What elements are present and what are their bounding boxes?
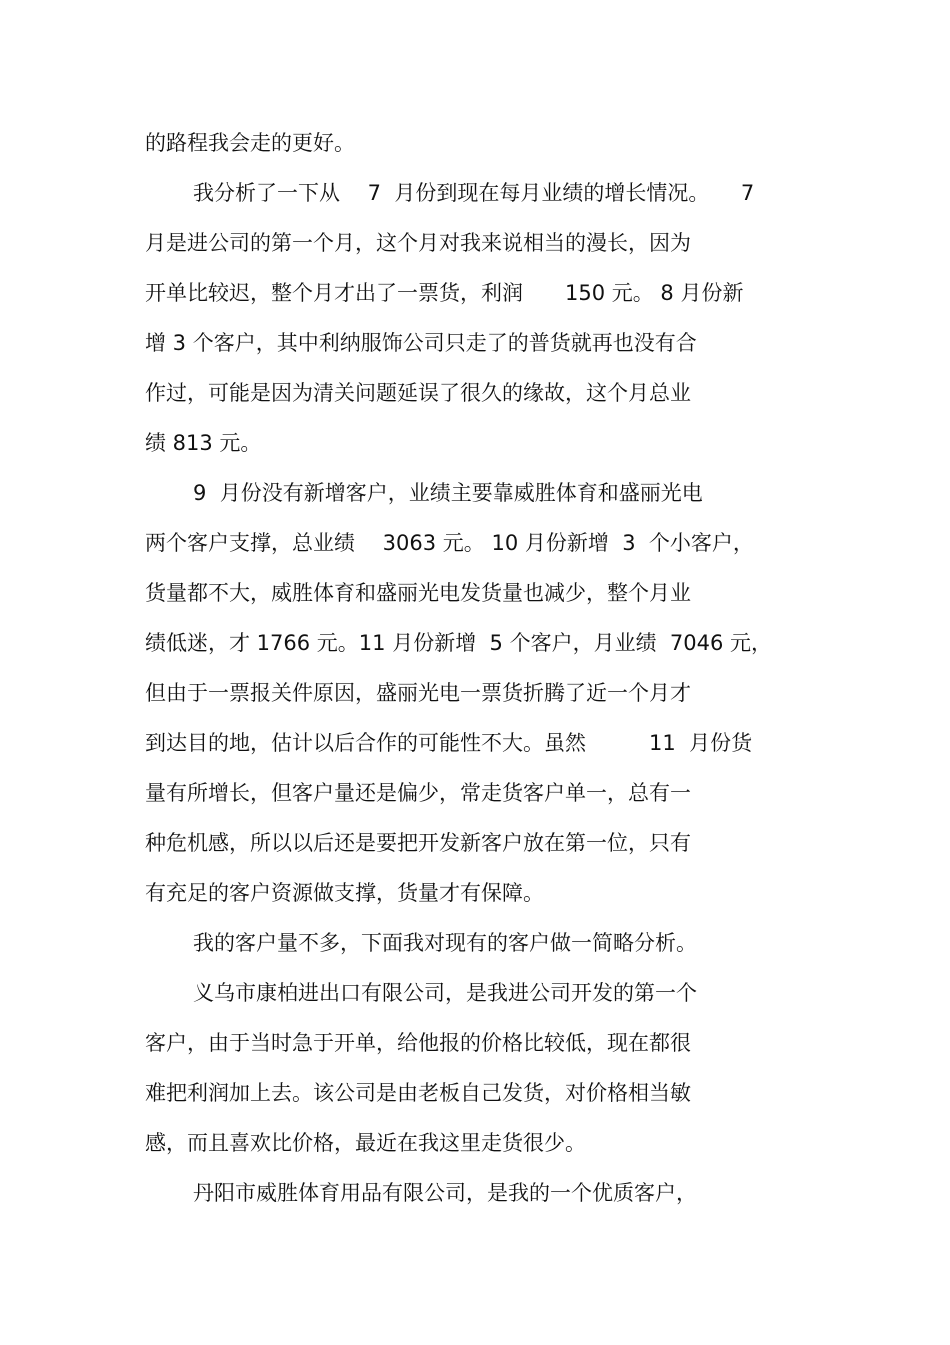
text-line: 感，而且喜欢比价格，最近在我这里走货很少。 (145, 1131, 586, 1155)
text-line: 我分析了一下从 7 月份到现在每月业绩的增长情况。 7 (193, 181, 755, 205)
paragraph (145, 968, 815, 1168)
paragraph (145, 168, 815, 468)
text-line: 到达目的地，估计以后合作的可能性不大。虽然 11 月份货 (145, 731, 753, 755)
text-line: 开单比较迟，整个月才出了一票货，利润 150 元。 8 月份新 (145, 281, 744, 305)
text-line: 量有所增长，但客户量还是偏少，常走货客户单一，总有一 (145, 781, 691, 805)
text-line: 的路程我会走的更好。 (145, 131, 355, 155)
text-line: 作过，可能是因为清关问题延误了很久的缘故，这个月总业 (145, 381, 691, 405)
text-line: 有充足的客户资源做支撑，货量才有保障。 (145, 881, 544, 905)
paragraph (145, 468, 815, 918)
text-line: 丹阳市威胜体育用品有限公司，是我的一个优质客户， (193, 1181, 697, 1205)
text-line: 绩 813 元。 (145, 431, 262, 455)
paragraph (145, 1168, 815, 1218)
document-body (145, 118, 815, 1218)
text-line: 月是进公司的第一个月，这个月对我来说相当的漫长，因为 (145, 231, 691, 255)
text-line: 客户，由于当时急于开单，给他报的价格比较低，现在都很 (145, 1031, 691, 1055)
text-line: 绩低迷，才 1766 元。11 月份新增 5 个客户，月业绩 7046 元， (145, 631, 773, 655)
text-line: 义乌市康柏进出口有限公司，是我进公司开发的第一个 (193, 981, 697, 1005)
text-line: 两个客户支撑，总业绩 3063 元。 10 月份新增 3 个小客户， (145, 531, 754, 555)
text-line: 难把利润加上去。该公司是由老板自己发货，对价格相当敏 (145, 1081, 691, 1105)
text-line: 但由于一票报关件原因，盛丽光电一票货折腾了近一个月才 (145, 681, 691, 705)
text-line: 增 3 个客户，其中利纳服饰公司只走了的普货就再也没有合 (145, 331, 697, 355)
text-line: 9 月份没有新增客户，业绩主要靠威胜体育和盛丽光电 (193, 481, 703, 505)
paragraph (145, 118, 815, 168)
text-line: 种危机感，所以以后还是要把开发新客户放在第一位，只有 (145, 831, 691, 855)
text-line: 我的客户量不多，下面我对现有的客户做一简略分析。 (193, 931, 697, 955)
text-line: 货量都不大，威胜体育和盛丽光电发货量也减少，整个月业 (145, 581, 691, 605)
paragraph (145, 918, 815, 968)
